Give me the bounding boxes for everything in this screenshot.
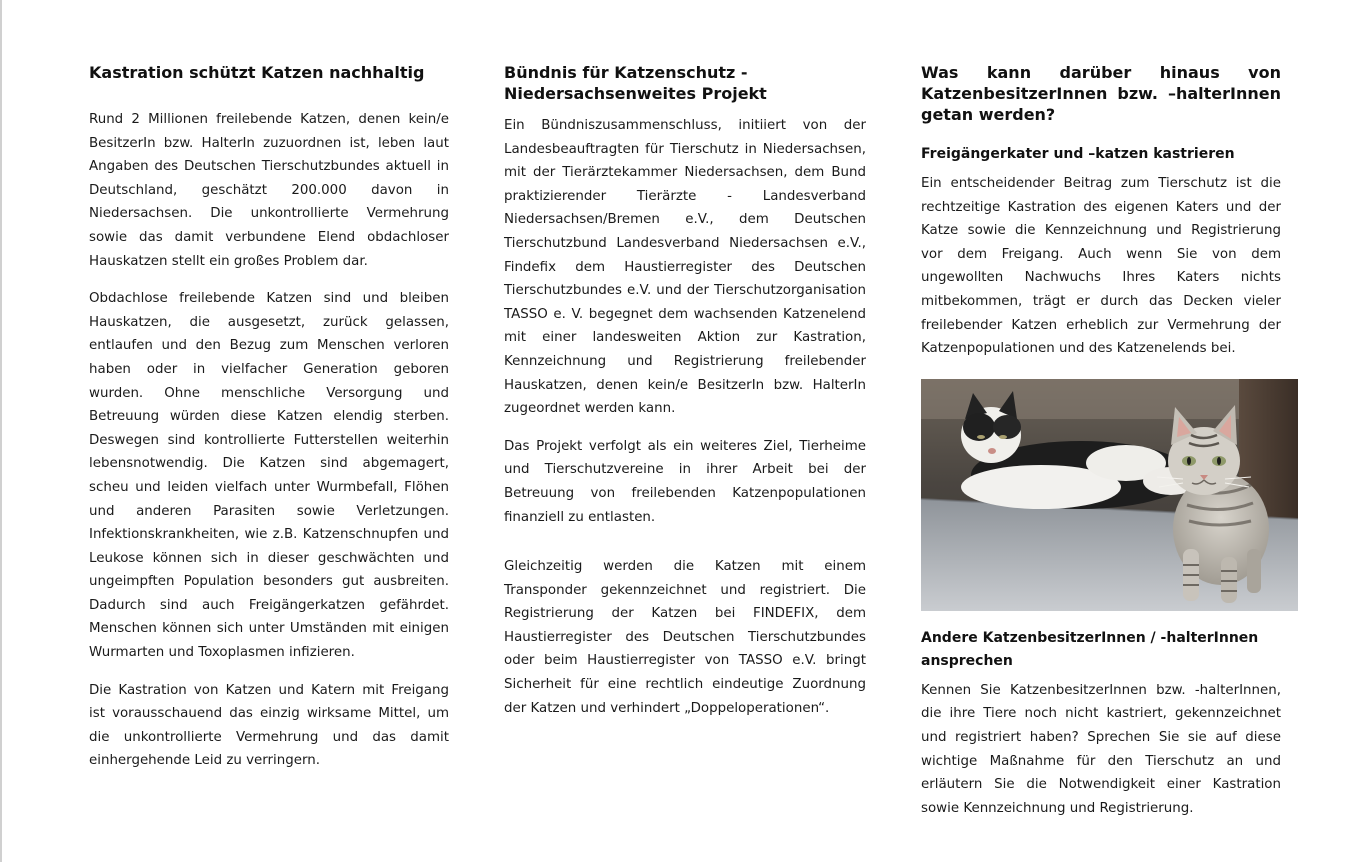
subheading-ansprechen: Andere KatzenbesitzerInnen / -halterInnen ansprechen: [921, 629, 1259, 669]
column-middle: [504, 62, 866, 720]
heading-line: Bündnis für Katzenschutz -: [504, 63, 748, 82]
paragraph: Die Kastration von Katzen und Katern mit Freigang ist vorausschauend das einzig wirksame Mittel, um die unkontrollierte Vermehrung und das damit einhergehende Leid zu verringern.: [89, 682, 449, 769]
cats-photo: [921, 379, 1298, 611]
heading-buendnis: [504, 62, 866, 104]
paragraph: Kennen Sie KatzenbesitzerInnen bzw. -halterInnen, die ihre Tiere noch nicht kastriert, gekennzeichnet und registriert haben? Sprechen Sie sie auf diese wichtige Maßnahme für den Tierschutz an und erläutern Sie die Notwendigkeit einer Kastration sowie Kennzeichnung und Registrierung.: [921, 682, 1281, 816]
paragraph: Ein Bündniszusammenschluss, initiiert von der Landesbeauftragten für Tierschutz in Niedersachsen, mit der Tierärztekammer Niedersachsen, dem Bund praktizierender Tierärzte - Landesverband Niedersachsen/Bremen e.V., dem Deutschen Tierschutzbund Landesverband Niedersachsen e.V., Findefix dem Haustierregister des Deutschen Tierschutzbundes e.V. und der Tierschutzorganisation TASSO e. V. begegnet dem wachsenden Katzenelend mit einer landesweiten Aktion zur Kastration, Kennzeichnung und Registrierung freilebender Hauskatzen, denen kein/e BesitzerIn bzw. HalterIn zugeordnet werden kann.: [504, 118, 866, 417]
paragraph: Rund 2 Millionen freilebende Katzen, denen kein/e BesitzerIn bzw. HalterIn zuzuordnen ist, leben laut Angaben des Deutschen Tierschutzbundes aktuell in Deutschland, geschätzt 200.000 davon in Niedersachsen. Die unkontrollierte Vermehrung sowie das damit verbundene Elend obdachloser Hauskatzen stellt ein großes Problem dar.: [89, 112, 449, 269]
column-left: [89, 62, 449, 787]
heading-was-kann: Was kann darüber hinaus von KatzenbesitzerInnen bzw. –halterInnen getan werden?: [921, 63, 1281, 124]
paragraph: Gleichzeitig werden die Katzen mit einem Transponder gekennzeichnet und registriert. Die Registrierung der Katzen bei FINDEFIX, dem Haustierregister des Deutschen Tierschutzbundes oder beim Haustierregister von TASSO e.V. bringt Sicherheit für eine rechtlich eindeutige Zuordnung der Katzen und verhindert „Doppeloperationen“.: [504, 559, 866, 716]
subheading-freigaenger: Freigängerkater und –katzen kastrieren: [921, 146, 1235, 162]
page-edge: [0, 0, 2, 862]
paragraph: Ein entscheidender Beitrag zum Tierschutz ist die rechtzeitige Kastration des eigenen Katers und der Katze sowie die Kennzeichnung und Registrierung vor dem Freigang. Auch wenn Sie von dem ungewollten Nachwuchs Ihres Katers nichts mitbekommen, trägt er durch das Decken vieler freilebender Katzen erheblich zur Vermehrung der Katzenpopulationen und des Katzenelends bei.: [921, 176, 1281, 357]
heading-line: Niedersachsenweites Projekt: [504, 84, 767, 103]
column-right: [921, 62, 1281, 820]
paragraph: Obdachlose freilebende Katzen sind und bleiben Hauskatzen, die ausgesetzt, zurück gelassen, entlaufen und den Bezug zum Menschen verloren haben oder in vielfacher Generation geboren wurden. Ohne menschliche Versorgung und Betreuung würden diese Katzen elendig sterben. Deswegen sind kontrollierte Futterstellen weiterhin lebensnotwendig. Die Katzen sind abgemagert, scheu und leiden vielfach unter Wurmbefall, Flöhen und anderen Parasiten sowie Verletzungen. Infektionskrankheiten, wie z.B. Katzenschnupfen und Leukose können sich in dieser geschwächten und ungeimpften Population besonders gut ausbreiten. Dadurch sind auch Freigängerkatzen gefährdet. Menschen können sich unter Umständen mit einigen Wurmarten und Toxoplasmen infizieren.: [89, 291, 449, 661]
heading-kastration: Kastration schützt Katzen nachhaltig: [89, 63, 425, 82]
paragraph: Das Projekt verfolgt als ein weiteres Ziel, Tierheime und Tierschutzvereine in ihrer Arbeit bei der Betreuung von freilebenden Katzenpopulationen finanziell zu entlasten.: [504, 438, 866, 525]
